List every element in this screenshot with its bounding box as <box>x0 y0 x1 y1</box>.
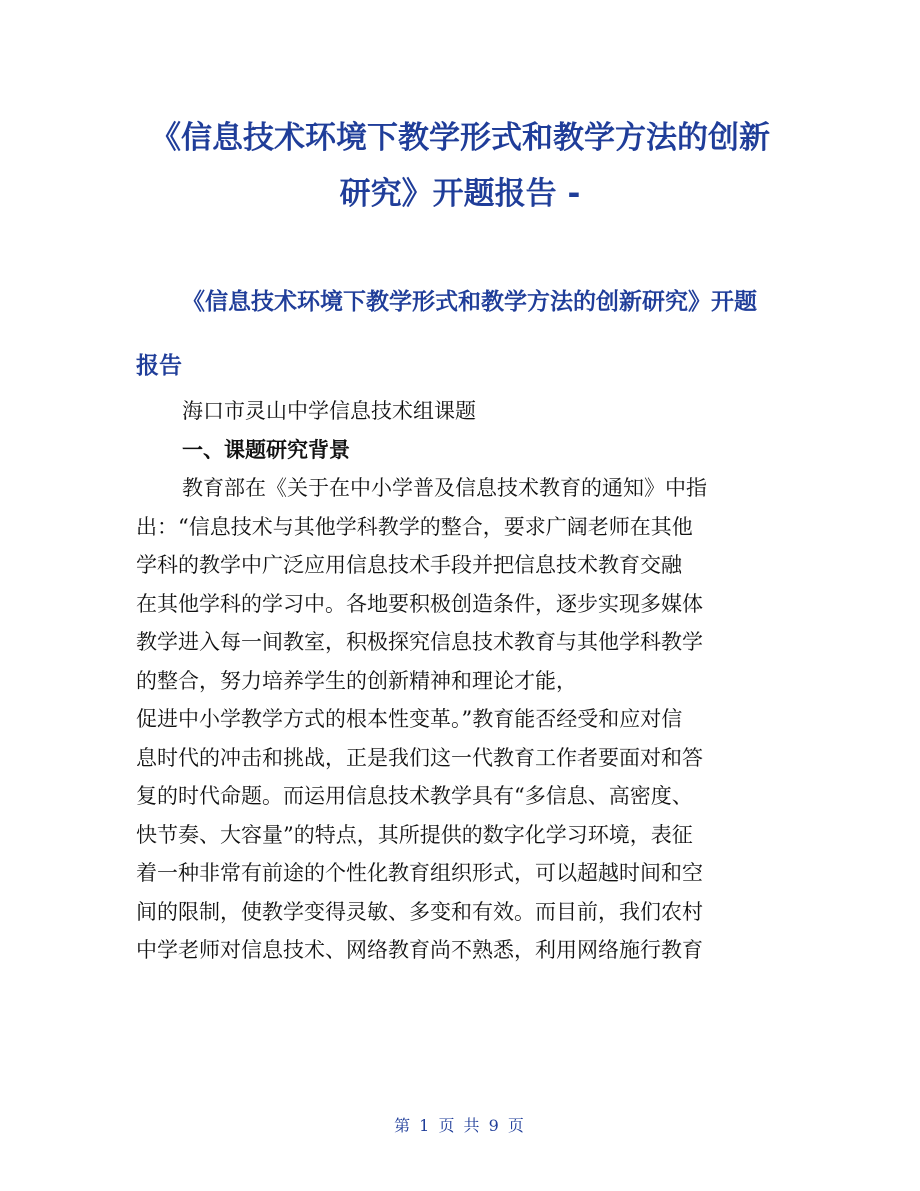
paragraph-line: 教学进入每一间教室，积极探究信息技术教育与其他学科教学 <box>136 630 703 654</box>
subtitle-line-1: 《信息技术环境下教学形式和教学方法的创新研究》开题 <box>182 289 757 315</box>
subtitle-line-2: 报告 <box>136 353 182 379</box>
document-body <box>136 392 784 970</box>
paragraph-line: 快节奏、大容量”的特点，其所提供的数字化学习环境，表征 <box>136 822 693 847</box>
paragraph-line: 的整合，努力培养学生的创新精神和理论才能， <box>136 668 577 693</box>
paragraph-line: 息时代的冲击和挑战，正是我们这一代教育工作者要面对和答 <box>136 745 703 770</box>
title-line-2: 研究》开题报告 - <box>339 176 581 212</box>
page-number: 第 1 页 共 9 页 <box>394 1116 526 1135</box>
section-heading: 一、课题研究背景 <box>182 436 350 462</box>
paragraph-line: 在其他学科的学习中。各地要积极创造条件，逐步实现多媒体 <box>136 591 703 616</box>
page-footer <box>0 1113 920 1136</box>
paragraph-line: 出：“信息技术与其他学科教学的整合，要求广阔老师在其他 <box>136 514 693 539</box>
paragraph-line: 学科的教学中广泛应用信息技术手段并把信息技术教育交融 <box>136 553 682 577</box>
document-title <box>136 110 784 222</box>
paragraph-line: 教育部在《关于在中小学普及信息技术教育的通知》中指 <box>182 476 707 500</box>
paragraph-line: 促进中小学教学方式的根本性变革。”教育能否经受和应对信 <box>136 707 683 731</box>
paragraph-line: 间的限制，使教学变得灵敏、多变和有效。而目前，我们农村 <box>136 899 703 924</box>
document-subtitle <box>136 270 784 398</box>
body-paragraph <box>136 469 784 970</box>
paragraph-line: 中学老师对信息技术、网络教育尚不熟悉，利用网络施行教育 <box>136 938 703 962</box>
title-line-1: 《信息技术环境下教学形式和教学方法的创新 <box>150 120 770 156</box>
paragraph-line: 复的时代命题。而运用信息技术教学具有“多信息、高密度、 <box>136 784 693 808</box>
paragraph-line: 着一种非常有前途的个性化教育组织形式，可以超越时间和空 <box>136 861 703 885</box>
author-line: 海口市灵山中学信息技术组课题 <box>182 399 476 423</box>
